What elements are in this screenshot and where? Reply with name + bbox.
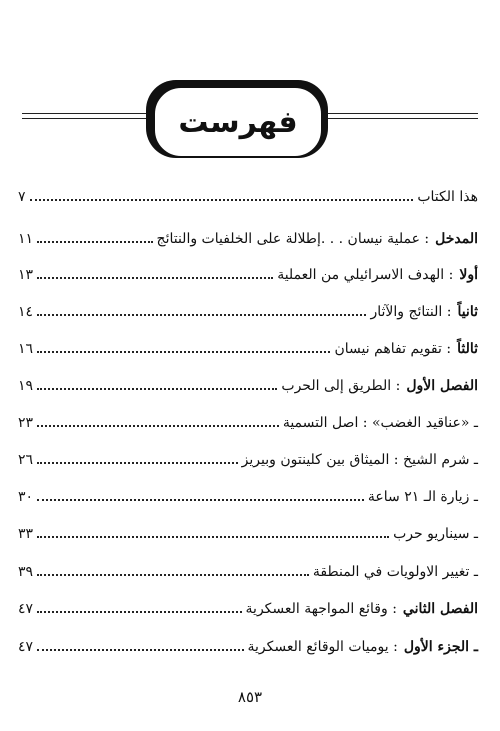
dotted-leader <box>37 314 366 316</box>
toc-entry-page: ٤٧ <box>18 601 34 617</box>
toc-entry-text: ـ زيارة الـ ٢١ ساعة <box>367 489 478 505</box>
toc-entry[interactable] <box>18 222 478 248</box>
toc-entry-text: ثانياً: النتائج والآثار <box>370 304 478 320</box>
toc-entry-label: الفصل الثاني <box>402 601 478 617</box>
toc-entry[interactable] <box>18 258 478 284</box>
toc-entry-page: ٣٠ <box>18 489 34 505</box>
dotted-leader <box>37 536 389 538</box>
dotted-leader <box>37 277 273 279</box>
toc-entry-label: أولا <box>459 267 478 283</box>
toc-entry-page: ١٤ <box>18 304 34 320</box>
toc-entry-text: ـ سيناريو حرب <box>393 526 478 542</box>
toc-entry-page: ١٣ <box>18 267 34 283</box>
toc-entry-page: ١١ <box>18 231 34 247</box>
dotted-leader <box>37 574 309 576</box>
toc-entry-text: الفصل الثاني: وقائع المواجهة العسكرية <box>245 601 478 617</box>
dotted-leader <box>37 388 277 390</box>
toc-entry-text: هذا الكتاب <box>417 189 478 205</box>
toc-entry[interactable] <box>18 180 478 206</box>
toc-entry-label: ثالثاً <box>457 341 478 357</box>
toc-entry-label: المدخل <box>435 231 478 247</box>
dotted-leader <box>37 499 364 501</box>
page-number: ٨٥٣ <box>237 688 263 706</box>
toc-entry-page: ١٩ <box>18 378 34 394</box>
toc-entry[interactable] <box>18 517 478 543</box>
title-box <box>153 86 323 158</box>
toc-entry[interactable] <box>18 555 478 581</box>
toc-entry[interactable] <box>18 295 478 321</box>
toc-entry-page: ٧ <box>18 189 26 205</box>
toc-entry-page: ٢٦ <box>18 452 34 468</box>
dotted-leader <box>37 462 238 464</box>
toc-entry-text: الفصل الأول: الطريق إلى الحرب <box>281 378 478 394</box>
toc-entry-text: أولا: الهدف الاسرائيلي من العملية <box>277 267 478 283</box>
toc-entry[interactable] <box>18 630 478 656</box>
toc-entry[interactable] <box>18 592 478 618</box>
page-title: فهرست <box>178 104 298 140</box>
toc-entry[interactable] <box>18 332 478 358</box>
toc-entry[interactable] <box>18 369 478 395</box>
dotted-leader <box>37 425 279 427</box>
toc-entry-page: ٣٣ <box>18 526 34 542</box>
toc-entry-page: ٣٩ <box>18 564 34 580</box>
toc-entry-text: المدخل: عملية نيسان . . .إطلالة على الخلفيات والنتائج <box>156 231 478 247</box>
toc-entry-page: ٤٧ <box>18 639 34 655</box>
toc-entry[interactable] <box>18 480 478 506</box>
toc-entry-label: ثانياً <box>457 304 478 320</box>
dotted-leader <box>37 649 243 651</box>
toc-entry-text: ثالثاً: تقويم تفاهم نيسان <box>334 341 478 357</box>
dotted-leader <box>37 611 242 613</box>
toc-entry-page: ٢٣ <box>18 415 34 431</box>
dotted-leader <box>30 199 414 201</box>
dotted-leader <box>37 241 152 243</box>
toc-entry-label: ـ الجزء الأول <box>403 639 478 655</box>
dotted-leader <box>37 351 330 353</box>
toc-entry-text: ـ شرم الشيخ : الميثاق بين كلينتون وبيريز <box>241 452 478 468</box>
toc-entry-text: ـ الجزء الأول: يوميات الوقائع العسكرية <box>247 639 478 655</box>
toc-entry[interactable] <box>18 406 478 432</box>
toc-entry[interactable] <box>18 443 478 469</box>
toc-entry-text: ـ تغيير الاولويات في المنطقة <box>312 564 478 580</box>
toc-entry-label: الفصل الأول <box>406 378 478 394</box>
toc-entry-page: ١٦ <box>18 341 34 357</box>
toc-entry-text: ـ «عناقيد الغضب» : اصل التسمية <box>282 415 478 431</box>
